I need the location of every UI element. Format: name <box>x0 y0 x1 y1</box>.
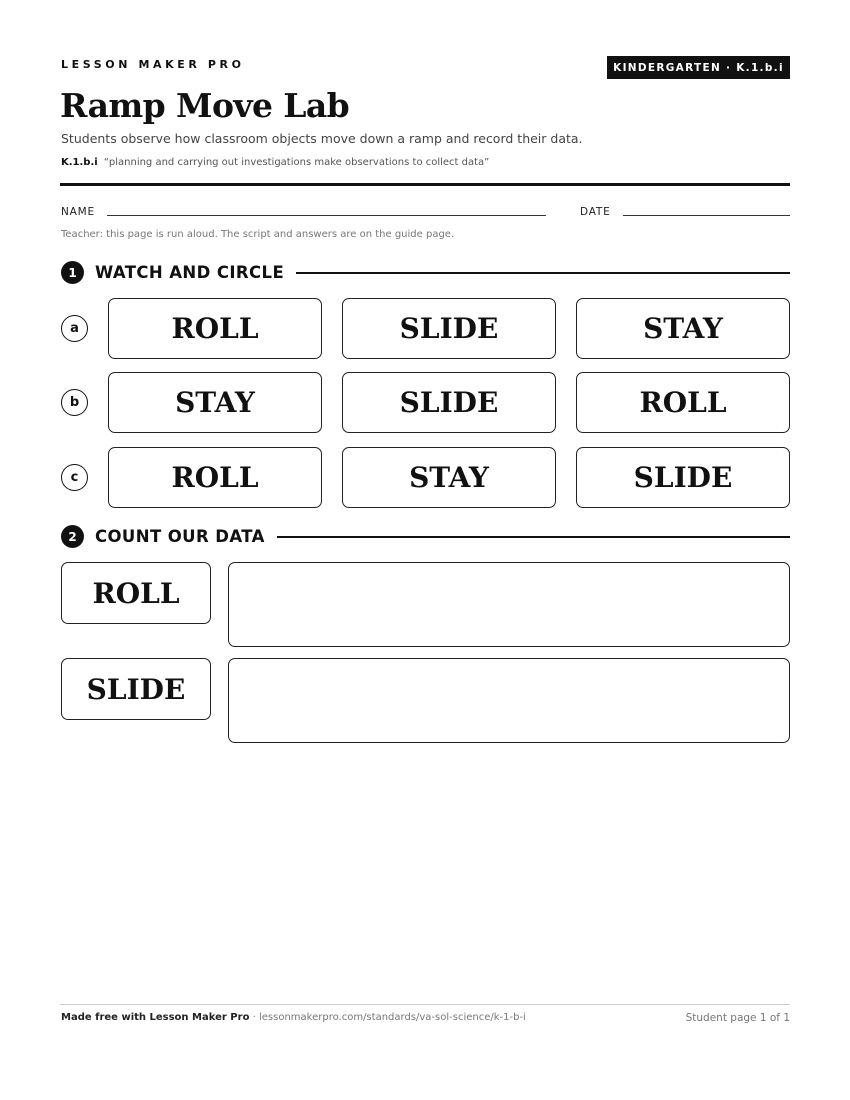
row-letter-badge: b <box>61 389 88 416</box>
teacher-note: Teacher: this page is run aloud. The script and answers are on the guide page. <box>61 229 455 240</box>
footer-url[interactable]: · lessonmakerpro.com/standards/va-sol-science/k-1-b-i <box>249 1012 526 1023</box>
choice-card-slide[interactable]: SLIDE <box>342 372 556 433</box>
section-title: COUNT OUR DATA <box>95 527 265 546</box>
choice-card-roll[interactable]: ROLL <box>108 298 322 359</box>
page-title: Ramp Move Lab <box>60 86 350 125</box>
count-label-roll: ROLL <box>61 562 211 624</box>
section-divider <box>277 536 790 538</box>
choice-card-roll[interactable]: ROLL <box>576 372 790 433</box>
choice-card-slide[interactable]: SLIDE <box>576 447 790 508</box>
row-letter-badge: c <box>61 464 88 491</box>
footer-divider <box>60 1004 790 1005</box>
count-box-slide[interactable] <box>228 658 790 743</box>
choice-card-stay[interactable]: STAY <box>342 447 556 508</box>
step-number-badge: 2 <box>61 525 84 548</box>
standard-text: “planning and carrying out investigations make observations to collect data” <box>103 157 490 168</box>
step-number-badge: 1 <box>61 261 84 284</box>
section-watch-and-circle-header <box>61 261 790 284</box>
brand-name: LESSON MAKER PRO <box>61 58 245 71</box>
date-label: DATE <box>580 206 611 218</box>
count-label-slide: SLIDE <box>61 658 211 720</box>
footer-made-with: Made free with Lesson Maker Pro <box>61 1012 250 1023</box>
name-label: NAME <box>61 206 95 218</box>
footer-page-number: Student page 1 of 1 <box>685 1012 790 1024</box>
footer-credit <box>61 1012 526 1023</box>
section-divider <box>296 272 790 274</box>
standard-code: K.1.b.i <box>61 157 98 168</box>
choice-card-stay[interactable]: STAY <box>108 372 322 433</box>
page-subtitle: Students observe how classroom objects move down a ramp and record their data. <box>61 131 583 146</box>
section-title: WATCH AND CIRCLE <box>95 263 285 282</box>
choice-card-slide[interactable]: SLIDE <box>342 298 556 359</box>
name-field[interactable] <box>107 215 546 216</box>
choice-card-stay[interactable]: STAY <box>576 298 790 359</box>
header-divider <box>60 183 790 186</box>
date-field[interactable] <box>623 215 790 216</box>
standard-line <box>61 157 489 168</box>
section-count-our-data-header <box>61 525 790 548</box>
choice-card-roll[interactable]: ROLL <box>108 447 322 508</box>
row-letter-badge: a <box>61 315 88 342</box>
grade-badge: KINDERGARTEN · K.1.b.i <box>607 56 790 79</box>
count-box-roll[interactable] <box>228 562 790 647</box>
